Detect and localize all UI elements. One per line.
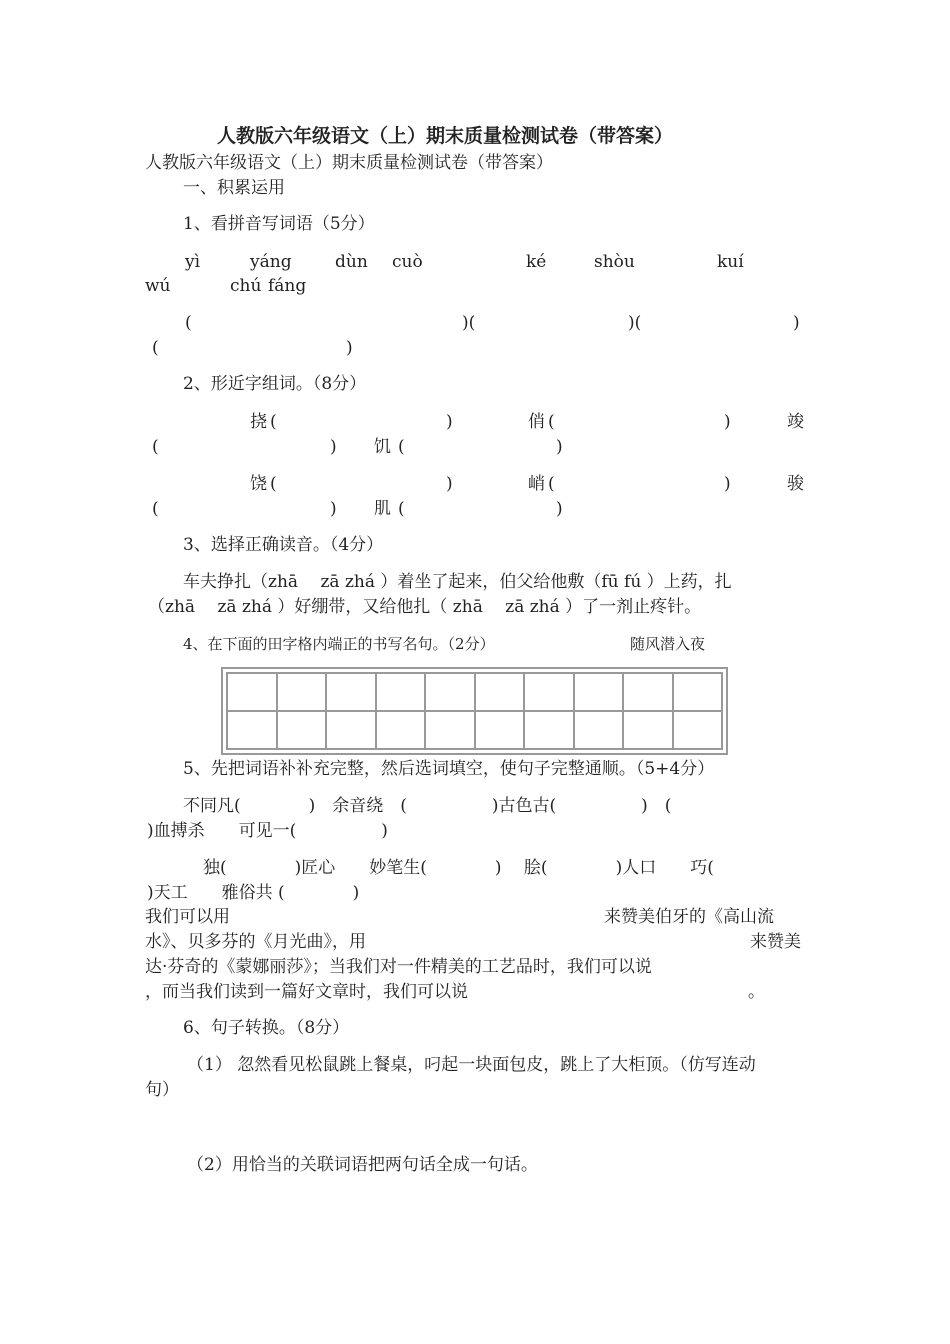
answer-paren: ) xyxy=(330,499,337,519)
pinyin: ké xyxy=(526,252,547,272)
page-title: 人教版六年级语文（上）期末质量检测试卷（带答案） xyxy=(217,125,674,147)
idiom-row: 独( )匠心 妙笔生( ) 脍( )人口 巧( xyxy=(203,858,714,878)
char-item: 峭 xyxy=(528,474,545,494)
question-4-heading: 4、在下面的田字格内端正的书写名句。（2分） xyxy=(183,635,495,653)
answer-paren: ) xyxy=(793,313,800,333)
answer-paren: ( xyxy=(398,499,405,519)
question-3-text: （zhā zā zhá ）好绷带，又给他扎（ zhā zā zhá ）了一剂止疼针。 xyxy=(148,597,702,617)
char-item: 竣 xyxy=(787,412,804,432)
pinyin: fáng xyxy=(268,276,307,296)
grid-cell[interactable] xyxy=(277,711,327,749)
grid-cell[interactable] xyxy=(475,711,525,749)
question-6-item: 句） xyxy=(145,1080,179,1100)
idiom-row: )血搏杀 可见一( ) xyxy=(147,821,388,841)
answer-paren: ) xyxy=(556,499,563,519)
pinyin: kuí xyxy=(717,252,744,272)
question-6-item: （2）用恰当的关联词语把两句话全成一句话。 xyxy=(187,1155,538,1175)
char-item: 饶 xyxy=(250,474,267,494)
char-item: 饥 xyxy=(374,437,391,457)
answer-paren: ( xyxy=(152,437,159,457)
question-6-item: （1） 忽然看见松鼠跳上餐桌，叼起一块面包皮，跳上了大柜顶。（仿写连动 xyxy=(187,1055,756,1075)
answer-paren: ) xyxy=(346,338,353,358)
fill-sentence: 来赞美 xyxy=(750,932,801,952)
fill-sentence: 达·芬奇的《蒙娜丽莎》；当我们对一件精美的工艺品时，我们可以说 xyxy=(145,957,652,977)
answer-paren: ( xyxy=(548,412,555,432)
grid-cell[interactable] xyxy=(623,711,673,749)
fill-sentence: 我们可以用 xyxy=(145,907,230,927)
answer-paren: ( xyxy=(548,474,555,494)
question-3-text: 车夫挣扎（zhā zā zhá ）着坐了起来，伯父给他敷（fū fú ）上药，扎 xyxy=(183,572,732,592)
grid-cell[interactable] xyxy=(673,711,723,749)
answer-paren: ( xyxy=(270,412,277,432)
section-heading: 一、积累运用 xyxy=(183,178,285,198)
grid-cell[interactable] xyxy=(277,673,327,711)
idiom-row: 不同凡( ) 余音绕 ( )古色古( ) ( xyxy=(183,796,672,816)
answer-paren: ) xyxy=(556,437,563,457)
answer-paren: ) xyxy=(330,437,337,457)
pinyin: dùn xyxy=(335,252,368,272)
grid-cell[interactable] xyxy=(376,711,426,749)
pinyin: cuò xyxy=(392,252,423,272)
answer-paren: ) xyxy=(724,412,731,432)
char-item: 肌 xyxy=(374,499,391,519)
answer-paren: ( xyxy=(152,499,159,519)
question-5-heading: 5、先把词语补补充完整，然后选词填空，使句子完整通顺。（5+4分） xyxy=(183,759,715,779)
answer-paren: ) xyxy=(724,474,731,494)
grid-cell[interactable] xyxy=(425,711,475,749)
pinyin: wú xyxy=(145,276,171,296)
pinyin: yì xyxy=(185,252,201,272)
grid-cell[interactable] xyxy=(623,673,673,711)
grid-cell[interactable] xyxy=(673,673,723,711)
char-item: 挠 xyxy=(250,412,267,432)
answer-paren: )( xyxy=(462,313,476,333)
grid-cell[interactable] xyxy=(524,711,574,749)
question-3-heading: 3、选择正确读音。（4分） xyxy=(183,535,384,555)
grid-cell[interactable] xyxy=(524,673,574,711)
answer-paren: ) xyxy=(446,474,453,494)
pinyin: chú xyxy=(230,276,262,296)
question-2-heading: 2、形近字组词。（8分） xyxy=(183,374,367,394)
page-subtitle: 人教版六年级语文（上）期末质量检测试卷（带答案） xyxy=(145,153,553,173)
grid-cell[interactable] xyxy=(326,673,376,711)
fill-sentence: 来赞美伯牙的《高山流 xyxy=(604,907,774,927)
grid-cell[interactable] xyxy=(475,673,525,711)
grid-cell[interactable] xyxy=(227,711,277,749)
fill-sentence: 。 xyxy=(748,982,765,1002)
answer-paren: ( xyxy=(398,437,405,457)
answer-paren: ( xyxy=(185,313,192,333)
answer-paren: )( xyxy=(628,313,642,333)
grid-cell[interactable] xyxy=(227,673,277,711)
grid-cell[interactable] xyxy=(425,673,475,711)
question-6-heading: 6、句子转换。（8分） xyxy=(183,1018,350,1038)
char-item: 俏 xyxy=(528,412,545,432)
grid-cell[interactable] xyxy=(376,673,426,711)
writing-grid[interactable] xyxy=(221,667,728,755)
grid-cell[interactable] xyxy=(574,711,624,749)
pinyin: yáng xyxy=(250,252,292,272)
pinyin: shòu xyxy=(594,252,635,272)
char-item: 骏 xyxy=(787,474,804,494)
answer-paren: ) xyxy=(446,412,453,432)
fill-sentence: 水》、贝多芬的《月光曲》，用 xyxy=(145,932,366,952)
grid-cell[interactable] xyxy=(326,711,376,749)
answer-paren: ( xyxy=(152,338,159,358)
question-1-heading: 1、看拼音写词语（5分） xyxy=(183,214,375,234)
question-4-phrase: 随风潜入夜 xyxy=(630,635,706,653)
idiom-row: )天工 雅俗共 ( ) xyxy=(147,883,360,903)
grid-cell[interactable] xyxy=(574,673,624,711)
fill-sentence: ，而当我们读到一篇好文章时，我们可以说 xyxy=(145,982,468,1002)
answer-paren: ( xyxy=(270,474,277,494)
